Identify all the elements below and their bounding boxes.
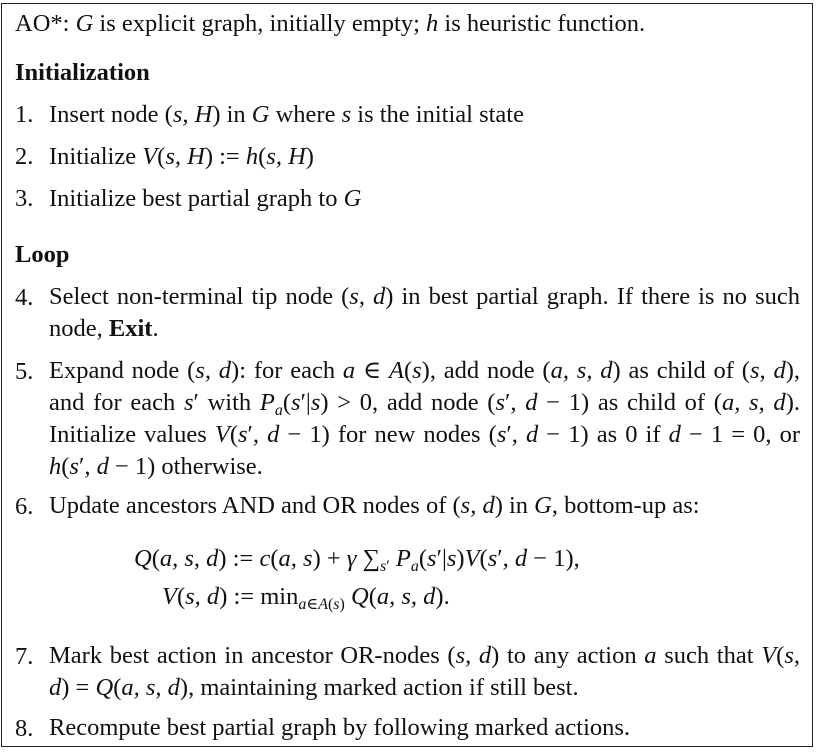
initialization-heading: Initialization bbox=[15, 59, 150, 86]
step-number: 8. bbox=[15, 715, 34, 742]
step-5-text: Expand node (s, d): for each a ∈ A(s), add node (a, s, d) as child of (s, d), and for each s′ with $P_a(s'|s) > 0$, add node (s′, d − 1) as child of (a, s, d). Initialize values V(s′, d − 1) for new nodes (s′, d − 1) as 0 if d − 1 = 0, or h(s′, d − 1) otherwise. bbox=[49, 357, 801, 480]
step-number: 1. bbox=[15, 101, 34, 128]
v-update-equation: V(s, d) := $\min_{a\in A(s)} Q(a$, s, d). bbox=[162, 583, 450, 613]
step-7-text: Mark best action in ancestor OR-nodes (s, d) to any action a such that V(s, d) = Q(a, s, d), maintaining marked action if still best. bbox=[49, 642, 800, 701]
step-number: 6. bbox=[15, 493, 34, 520]
step-2-text: Initialize V(s, H) := h(s, H) bbox=[49, 143, 314, 170]
algorithm-box bbox=[1, 3, 813, 747]
step-6-text: Update ancestors AND and OR nodes of (s, d) in G, bottom-up as: bbox=[49, 492, 700, 519]
step-1-text: Insert node (s, H) in G where s is the initial state bbox=[49, 101, 524, 128]
step-number: 5. bbox=[15, 358, 34, 385]
step-number: 2. bbox=[15, 143, 34, 170]
algorithm-name: AO* bbox=[15, 10, 63, 37]
step-3-text: Initialize best partial graph to G bbox=[49, 185, 362, 212]
step-number: 4. bbox=[15, 284, 34, 311]
step-4-text: Select non-terminal tip node (s, d) in best partial graph. If there is no such node, Exit. bbox=[49, 283, 800, 342]
loop-heading: Loop bbox=[15, 241, 70, 268]
step-number: 3. bbox=[15, 185, 34, 212]
step-8-text: Recompute best partial graph by following marked actions. bbox=[49, 714, 631, 741]
algorithm-intro: AO*: G is explicit graph, initially empty; h is heuristic function. bbox=[15, 10, 646, 37]
step-number: 7. bbox=[15, 643, 34, 670]
q-update-equation: Q(a, s, d) := c(a, s) + γ $\sum_{s'}$ $P_a(s'|s)V(s'$, d − 1), bbox=[134, 545, 580, 575]
